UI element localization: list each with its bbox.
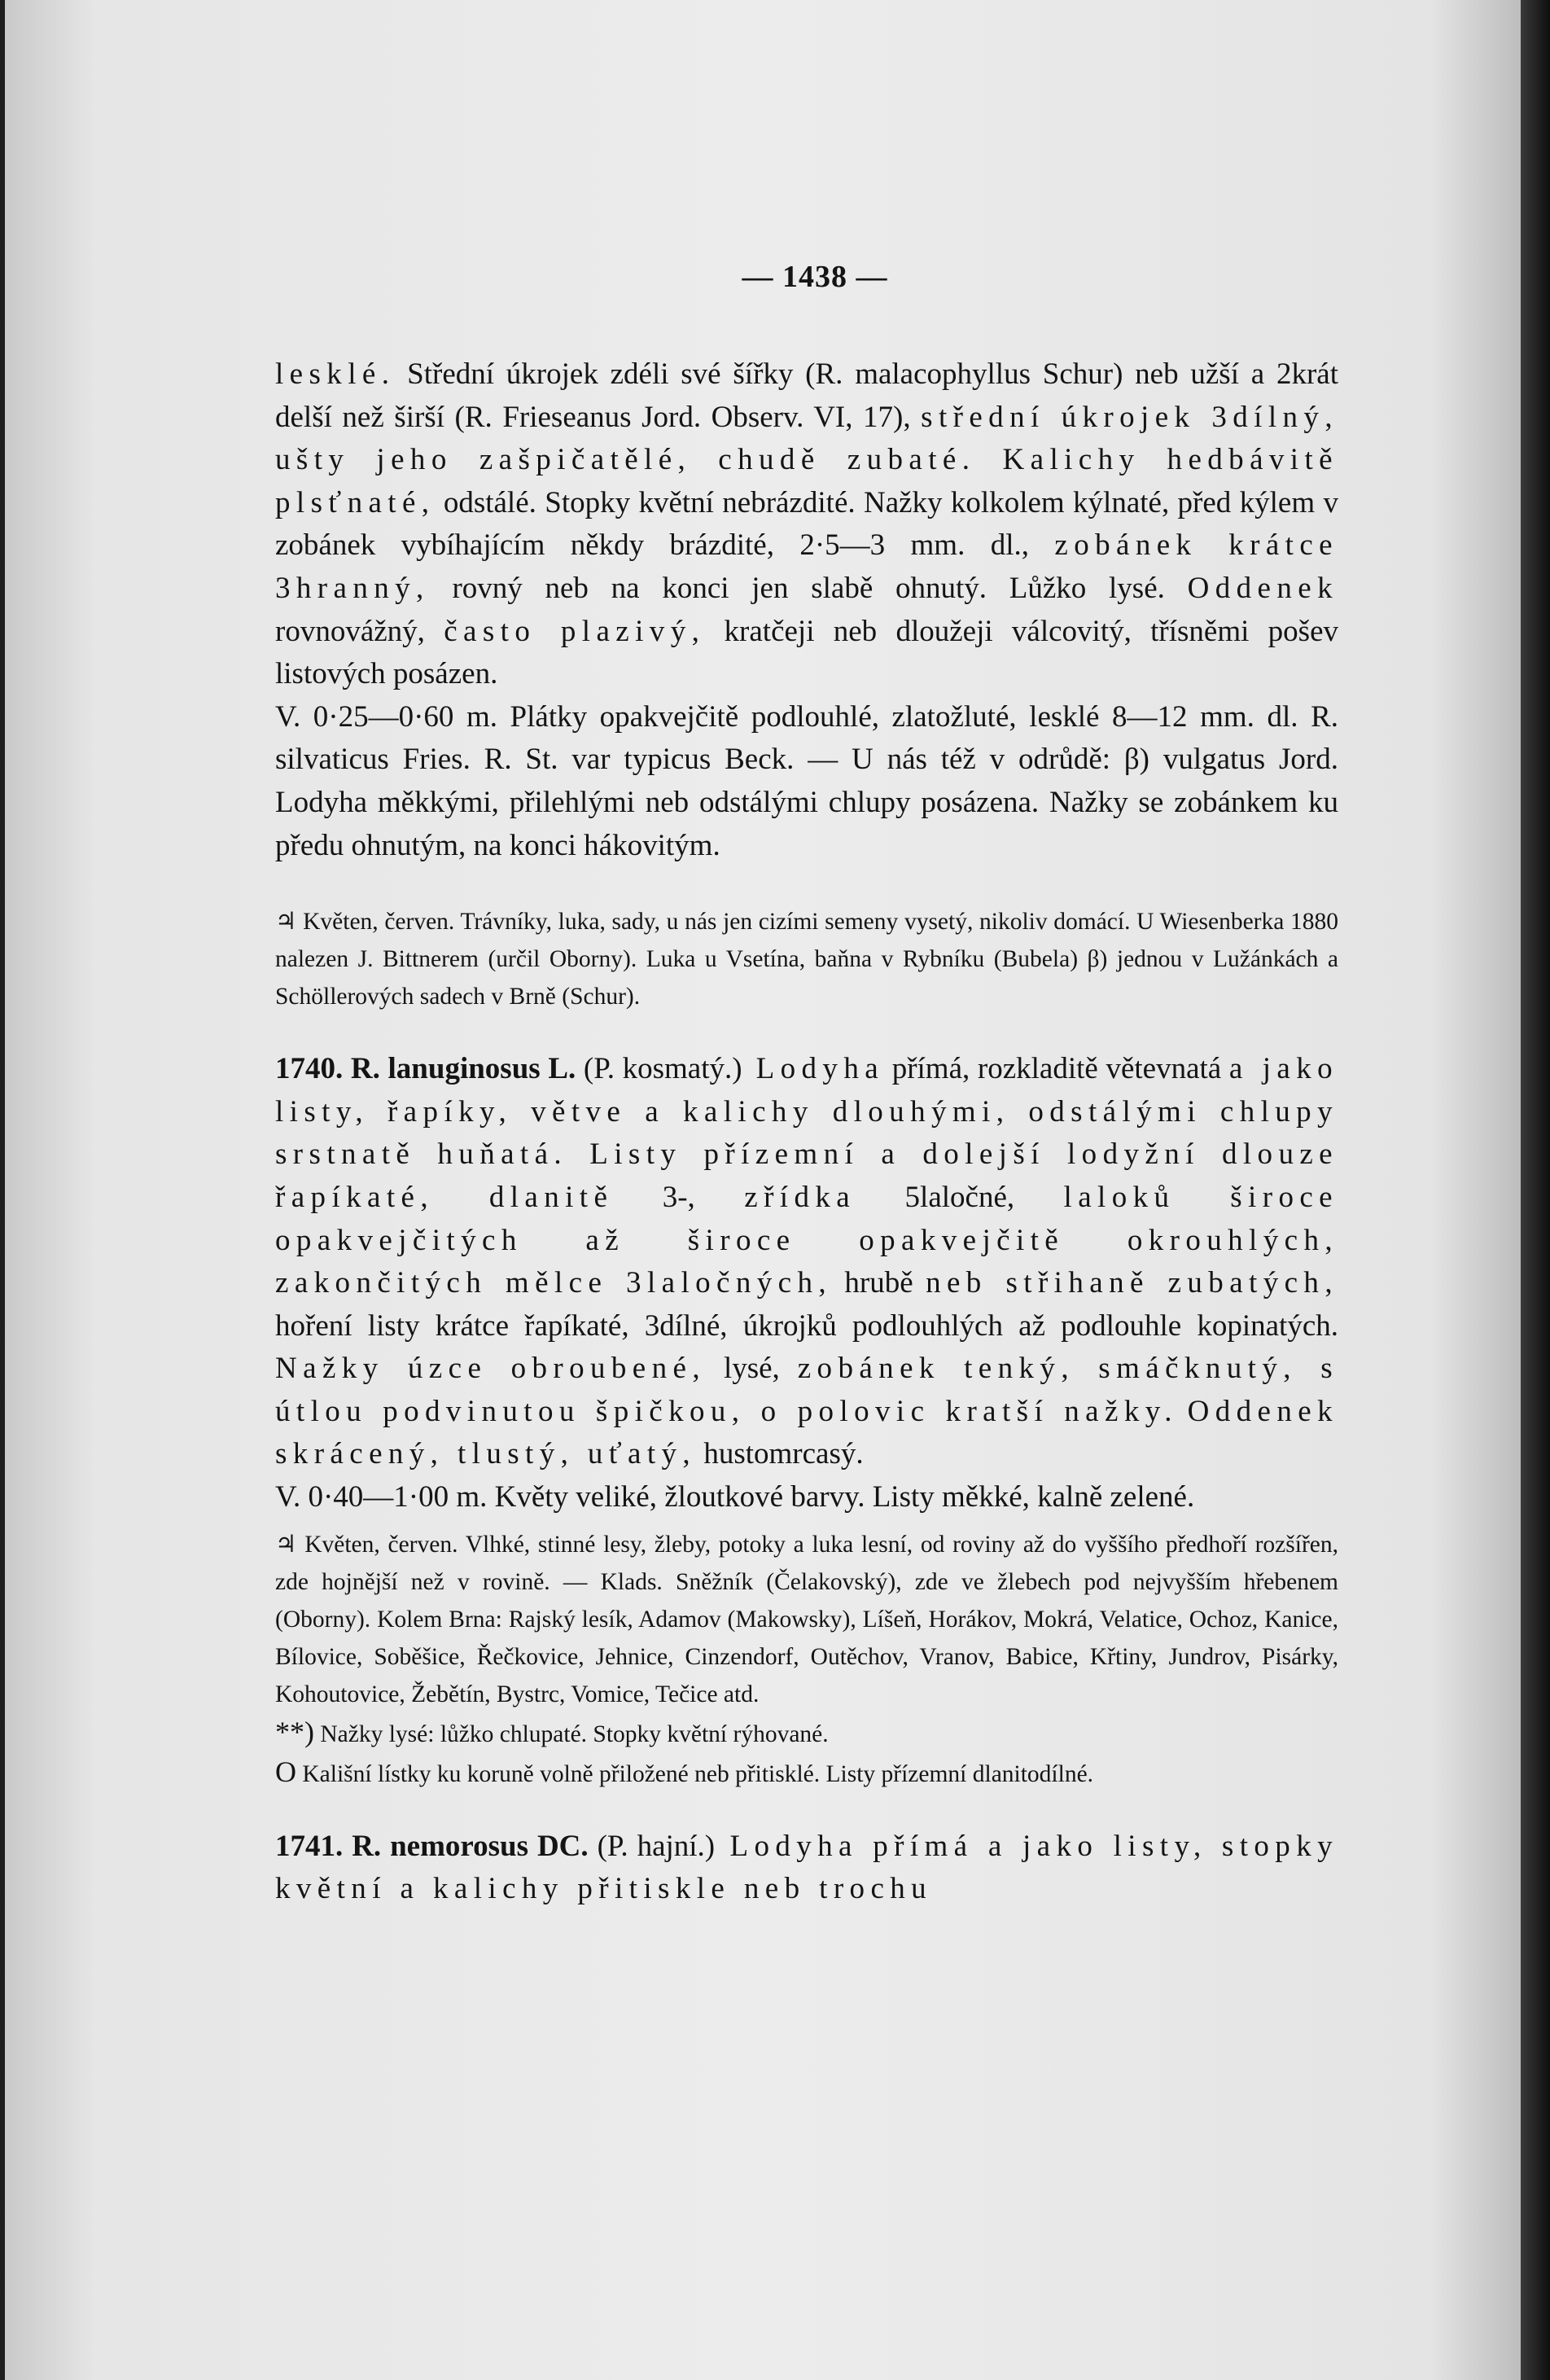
text-run: laloků široce opakvejčitých až široce opakvejčitě okrouhlých, zakončitých mělce 3laločných, [275, 1180, 1339, 1300]
text-run: zobánek krátce 3hranný, [275, 528, 1338, 605]
text-run: rovnovážný, [275, 614, 444, 648]
page-number: — 1438 — [742, 260, 888, 294]
text-run: hustomrcasý. [696, 1437, 864, 1471]
text-run: zobánek tenký, smáčknutý, s útlou podvinutou špičkou, o polovic kratší nažky. [275, 1352, 1338, 1428]
habitat-note [275, 903, 1338, 1015]
text-run: 3-, [613, 1180, 745, 1214]
species-1741-paragraph [275, 1826, 1338, 1911]
species-1740-paragraph [275, 1048, 1338, 1476]
species-1740-dimensions: V. 0·40—1·00 m. Květy veliké, žloutkové barvy. Listy měkké, kalně zelené. [275, 1480, 1195, 1514]
text-run: lesklé. [275, 357, 396, 391]
text-run: často plazivý, [444, 614, 706, 648]
species-1740-entry [275, 1048, 1338, 1519]
distribution-note-text: ♃ Květen, červen. Vlhké, stinné lesy, žleby, potoky a luka lesní, od roviny až do vyššího předhoří rozšířen, zde hojnější než v rovině. — Klads. Sněžník (Čelakovský), zde ve žlebech pod nejvyšším hřebenem (Oborny). Kolem Brna: Rajský lesík, Adamov (Makowsky), Líšeň, Horákov, Mokrá, Velatice, Ochoz, Kanice, Bílovice, Soběšice, Řečkovice, Jehnice, Cinzendorf, Outěchov, Vranov, Babice, Křtiny, Jundrov, Pisárky, Kohoutovice, Žebětín, Bystrc, Vomice, Tečice atd. [275, 1531, 1338, 1707]
footnote-mark: **) [275, 1715, 314, 1748]
page-content [275, 259, 1338, 1911]
species-number: 1741. [275, 1829, 344, 1863]
text-run: 5laločné, [856, 1180, 1064, 1214]
text-run: rovný neb na konci jen slabě ohnutý. Lůžko lysé. [429, 571, 1188, 605]
footnote-achenes [275, 1713, 1338, 1753]
text-run: přímá, rozkladitě větevnatá [884, 1052, 1229, 1086]
text-run: zřídka [744, 1180, 856, 1214]
footnote-calyx-text: Kališní lístky ku koruně volně přiložené neb přitisklé. Listy přízemní dlanitodílné. [296, 1760, 1094, 1787]
text-run: hoření listy krátce řapíkaté, 3dílné, úkrojků podlouhlých až podlouhle kopinatých. [275, 1308, 1338, 1343]
species-common-name: (P. kosmatý.) [583, 1052, 742, 1086]
text-run: hrubě [832, 1266, 926, 1300]
footnote-achenes-text: Nažky lysé: lůžko chlupaté. Stopky květní rýhované. [314, 1720, 829, 1747]
text-run: lysé, [706, 1352, 798, 1386]
habitat-note-text: ♃ Květen, červen. Trávníky, luka, sady, u nás jen cizími semeny vysetý, nikoliv domácí. U Wiesenberka 1880 nalezen J. Bittnerem (určil Oborny). Luka u Vsetína, baňna v Rybníku (Bubela) β) jednou v Lužánkách a Schöllerových sadech v Brně (Schur). [275, 909, 1338, 1010]
text-run [1178, 1395, 1188, 1428]
species-1741-entry [275, 1826, 1338, 1911]
main-text [275, 353, 1338, 867]
species-number: 1740. [275, 1052, 344, 1086]
text-run: kratčeji neb dloužeji válcovitý, třísněmi pošev listových posázen. [275, 614, 1338, 691]
text-run: odstálé. Stopky květní nebrázdité. Nažky kolkolem kýlnaté, před kýlem v zobánek vybíhajícím někdy brázdité, 2·5—3 mm. dl., [275, 485, 1338, 563]
text-run: Lodyha přímá a jako listy, stopky květní a kalichy přitiskle neb trochu [275, 1829, 1338, 1906]
species-1740-description [275, 1052, 1338, 1471]
text-run: Oddenek skrácený, tlustý, uťatý, [275, 1394, 1339, 1471]
species-description-paragraph [275, 353, 1338, 696]
text-run: Střední úkrojek zdéli své šířky (R. malacophyllus Schur) neb užší a 2krát delší než širší (R. Frieseanus Jord. Observ. VI, 17), [275, 357, 1338, 434]
text-run: Oddenek [1187, 571, 1338, 605]
circle-symbol-icon: O [275, 1755, 296, 1788]
page-edge-shadow [1521, 0, 1550, 2380]
distribution-note [275, 1526, 1338, 1793]
footnote-calyx [275, 1753, 1338, 1793]
species-common-name: (P. hajní.) [597, 1829, 716, 1863]
text-run: Lodyha [742, 1052, 885, 1086]
text-run: střední úkrojek 3dílný, ušty jeho zašpičatělé, chudě zubaté. Kalichy hedbávitě plsťnaté, [275, 400, 1338, 519]
dimensions-paragraph: V. 0·25—0·60 m. Plátky opakvejčitě podlouhlé, zlatožluté, lesklé 8—12 mm. dl. R. silvaticus Fries. R. St. var typicus Beck. — U nás též v odrůdě: β) vulgatus Jord. Lodyha měkkými, přilehlými neb odstálými chlupy posázena. Nažky se zobánkem ku předu ohnutým, na konci hákovitým. [275, 699, 1338, 862]
page-paper [5, 0, 1521, 2380]
text-run: neb střihaně zubatých, [926, 1266, 1338, 1300]
species-name: R. lanuginosus L. [350, 1052, 576, 1086]
text-run: a jako listy, řapíky, větve a kalichy dlouhými, odstálými chlupy srstnatě huňatá. Listy přízemní a dolejší lodyžní dlouze řapíkaté, dlanitě [275, 1052, 1339, 1214]
text-run: Nažky úzce obroubené, [275, 1352, 707, 1386]
species-name: R. nemorosus DC. [352, 1829, 589, 1863]
